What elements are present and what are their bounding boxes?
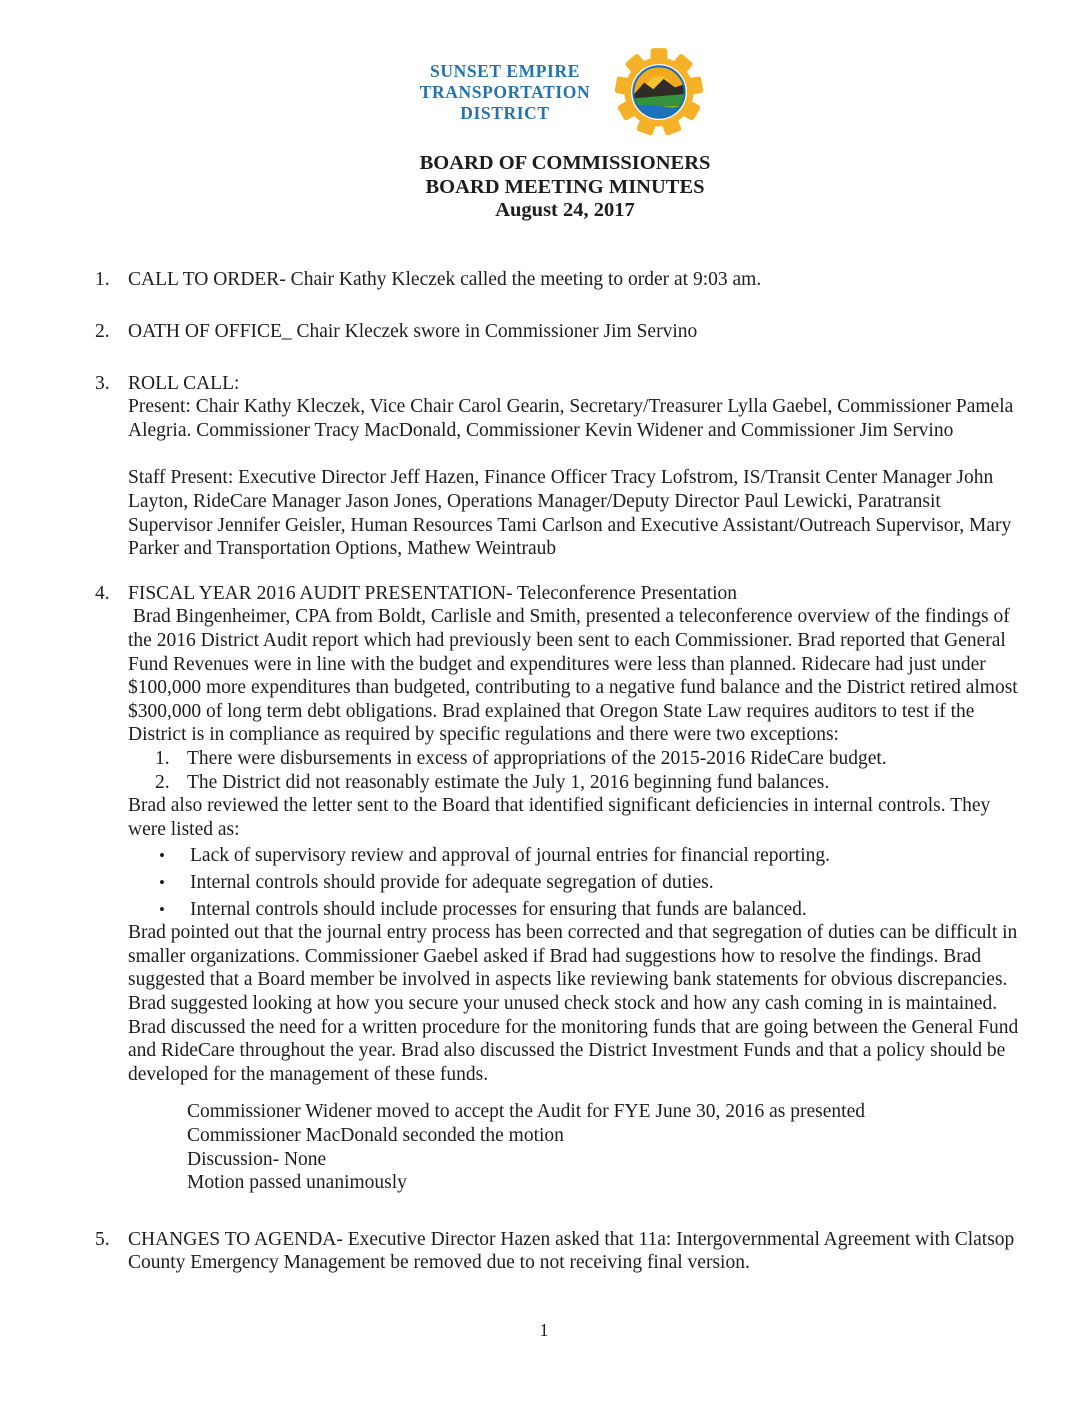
audit-exception-item <box>128 771 1025 795</box>
agenda-item-number: 2. <box>95 321 110 343</box>
agenda-item-roll-call <box>95 372 1025 561</box>
bullet-text: Internal controls should provide for adequate segregation of duties. <box>190 871 714 893</box>
district-logo <box>24 36 1088 148</box>
audit-overview-paragraph: Brad Bingenheimer, CPA from Boldt, Carlisle and Smith, presented a teleconference overview of the findings of the 2016 District Audit report which had previously been sent to each Commissioner. Brad reported that General Fund Revenues were in line with the budget and expenditures were less than planned. Ridecare had just under $100,000 more expenditures than budgeted, contributing to a negative fund balance and the District retired almost $300,000 of long term debt obligations. Brad explained that Oregon State Law requires auditors to test if the District is in compliance as required by specific regulations and there were two exceptions: <box>128 606 1023 746</box>
district-logo-gear-icon <box>602 36 716 148</box>
logo-wordmark-line2: TRANSPORTATION <box>419 81 591 102</box>
motion-line-seconded: Commissioner MacDonald seconded the motion <box>187 1124 564 1146</box>
bullet-text: Lack of supervisory review and approval of journal entries for financial reporting. <box>190 845 831 867</box>
agenda-item-text: OATH OF OFFICE_ Chair Kleczek swore in Commissioner Jim Servino <box>128 321 698 343</box>
document-title-line1: BOARD OF COMMISSIONERS <box>419 152 711 174</box>
document-header <box>0 0 1088 223</box>
sub-item-text: The District did not reasonably estimate the July 1, 2016 beginning fund balances. <box>187 771 830 793</box>
document-date: August 24, 2017 <box>495 199 635 221</box>
bullet-text: Internal controls should include processes for ensuring that funds are balanced. <box>190 898 807 920</box>
motion-block <box>128 1100 1025 1194</box>
bullet-icon: • <box>159 846 165 866</box>
agenda-item-number: 1. <box>95 268 110 290</box>
agenda-item-call-to-order <box>95 268 1025 292</box>
page-number: 1 <box>539 1320 549 1340</box>
roll-call-present-paragraph: Present: Chair Kathy Kleczek, Vice Chair Carol Gearin, Secretary/Treasurer Lylla Gaebel, Commissioner Pamela Alegria. Commissioner Tracy MacDonald, Commissioner Kevin Widener and Commissioner Jim Servino <box>128 396 1014 441</box>
agenda-item-oath-of-office <box>95 320 1025 344</box>
agenda-item-changes-to-agenda <box>95 1228 1025 1275</box>
agenda-item-title: FISCAL YEAR 2016 AUDIT PRESENTATION- Teleconference Presentation <box>128 582 738 604</box>
audit-deficiencies-paragraph: Brad also reviewed the letter sent to the Board that identified significant deficiencies in internal controls. They were listed as: <box>128 795 991 840</box>
deficiency-bullet-item <box>128 844 1025 868</box>
agenda-item-number: 5. <box>95 1228 110 1250</box>
roll-call-staff-paragraph: Staff Present: Executive Director Jeff Hazen, Finance Officer Tracy Lofstrom, IS/Transit Center Manager John Layton, RideCare Manager Jason Jones, Operations Manager/Deputy Director Paul Lewicki, Paratransit Supervisor Jennifer Geisler, Human Resources Tami Carlson and Executive Assistant/Outreach Supervisor, Mary Parker and Transportation Options, Mathew Weintraub <box>128 467 1012 560</box>
sub-item-text: There were disbursements in excess of appropriations of the 2015-2016 RideCare budget. <box>187 748 887 769</box>
motion-line-result: Motion passed unanimously <box>187 1172 407 1194</box>
agenda-item-title: ROLL CALL: <box>128 372 240 394</box>
document-title-block <box>21 152 1088 223</box>
agenda-item-number: 4. <box>95 582 110 604</box>
agenda-item-number: 3. <box>95 372 110 394</box>
agenda-item-audit-presentation <box>95 582 1025 1195</box>
sub-item-number: 1. <box>155 748 170 769</box>
page-footer <box>0 1320 1088 1341</box>
logo-wordmark-line1: SUNSET EMPIRE <box>430 60 580 81</box>
motion-line-discussion: Discussion- None <box>187 1148 327 1170</box>
sub-item-number: 2. <box>155 771 170 793</box>
deficiency-bullet-item <box>128 898 1025 922</box>
agenda-item-text: CHANGES TO AGENDA- Executive Director Hazen asked that 11a: Intergovernmental Agreement with Clatsop County Emergency Management be removed due to not receiving final version. <box>128 1228 1015 1274</box>
logo-wordmark-line3: DISTRICT <box>460 102 550 123</box>
deficiency-bullet-item <box>128 871 1025 895</box>
audit-discussion-paragraph: Brad pointed out that the journal entry process has been corrected and that segregation of duties can be difficult in smaller organizations. Commissioner Gaebel asked if Brad had suggestions how to resolve the findings. Brad suggested that a Board member be involved in aspects like reviewing bank statements for obvious discrepancies. Brad suggested looking at how you secure your unused check stock and how any cash coming in is maintained. Brad discussed the need for a written procedure for the monitoring funds that are going between the General Fund and RideCare throughout the year. Brad also discussed the District Investment Funds and that a policy should be developed for the management of these funds. <box>128 922 1019 1085</box>
document-title-line2: BOARD MEETING MINUTES <box>425 175 705 198</box>
motion-line-moved: Commissioner Widener moved to accept the Audit for FYE June 30, 2016 as presented <box>187 1101 865 1123</box>
bullet-icon: • <box>159 899 165 919</box>
minutes-body <box>0 268 1088 1275</box>
district-logo-wordmark <box>420 61 591 124</box>
audit-exception-item <box>128 747 1025 771</box>
bullet-icon: • <box>159 872 165 892</box>
agenda-item-text: CALL TO ORDER- Chair Kathy Kleczek called the meeting to order at 9:03 am. <box>128 268 762 290</box>
